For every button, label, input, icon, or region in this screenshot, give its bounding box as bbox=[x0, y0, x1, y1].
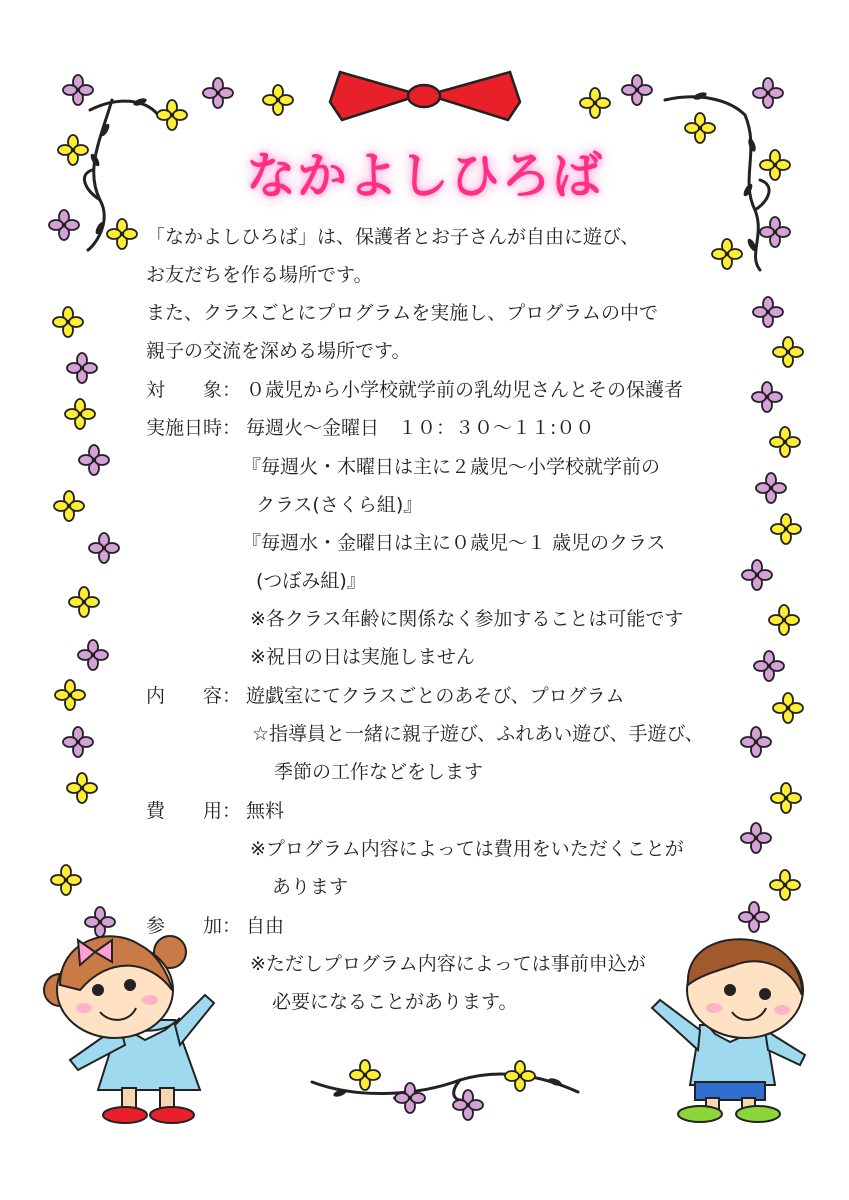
content-note-2: 季節の工作などをします bbox=[274, 761, 484, 783]
target-label: 対 象： bbox=[146, 379, 242, 401]
target-value: ０歳児から小学校就学前の乳幼児さんとその保護者 bbox=[246, 379, 684, 401]
join-note-1: ※ただしプログラム内容によっては事前申込が bbox=[250, 953, 646, 975]
content-note-1: ☆指導員と一緒に親子遊び、ふれあい遊び、手遊び、 bbox=[252, 723, 704, 745]
content-label: 内 容： bbox=[146, 685, 242, 707]
join-note-2: 必要になることがあります。 bbox=[272, 991, 518, 1013]
fee-note-1: ※プログラム内容によっては費用をいただくことが bbox=[250, 838, 684, 860]
schedule-label: 実施日時： bbox=[146, 417, 242, 439]
join-label: 参 加： bbox=[146, 915, 242, 937]
schedule-note-2: クラス(さくら組)』 bbox=[256, 494, 423, 516]
ribbon-bow-icon bbox=[330, 72, 520, 120]
schedule-note-5: ※各クラス年齢に関係なく参加することは可能です bbox=[250, 608, 684, 630]
join-value: 自由 bbox=[246, 915, 285, 937]
intro-line-4: 親子の交流を深める場所です。 bbox=[146, 340, 411, 362]
schedule-note-6: ※祝日の日は実施しません bbox=[250, 646, 475, 668]
boy-illustration bbox=[652, 939, 805, 1122]
schedule-note-1: 『毎週火・木曜日は主に２歳児～小学校就学前の bbox=[242, 456, 661, 478]
page-title: なかよしひろば bbox=[246, 147, 603, 205]
schedule-value: 毎週火～金曜日 １０：３０～１１:００ bbox=[246, 417, 595, 439]
fee-value: 無料 bbox=[246, 800, 285, 822]
content-value: 遊戯室にてクラスごとのあそび、プログラム bbox=[246, 685, 625, 707]
intro-line-2: お友だちを作る場所です。 bbox=[146, 264, 373, 286]
intro-line-1: 「なかよしひろば」は、保護者とお子さんが自由に遊び、 bbox=[146, 226, 640, 248]
fee-label: 費 用： bbox=[146, 800, 242, 822]
schedule-note-3: 『毎週水・金曜日は主に０歳児～１ 歳児のクラス bbox=[242, 532, 666, 554]
girl-illustration bbox=[44, 936, 214, 1123]
schedule-note-4: (つぼみ組)』 bbox=[256, 570, 366, 592]
intro-line-3: また、クラスごとにプログラムを実施し、プログラムの中で bbox=[146, 302, 659, 324]
fee-note-2: あります bbox=[272, 876, 349, 898]
